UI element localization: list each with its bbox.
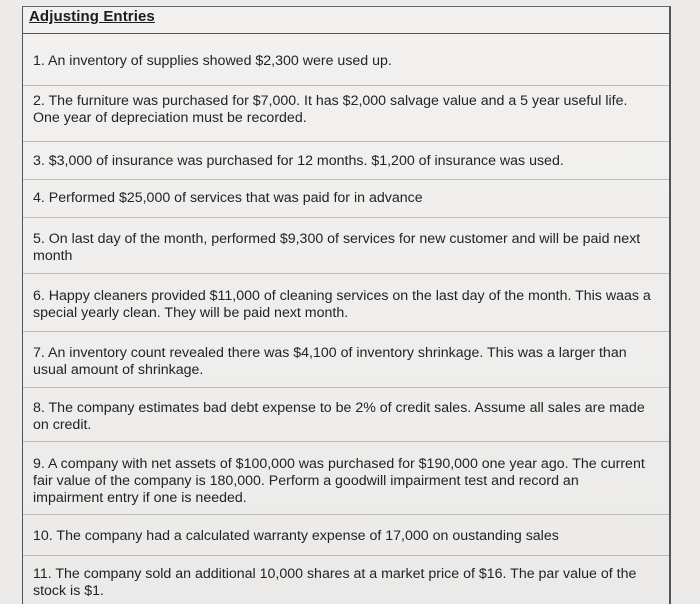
entry-7 (33, 345, 659, 379)
entry-9 (33, 456, 659, 507)
entry-line: 10. The company had a calculated warranty expense of 17,000 on oustanding sales (33, 528, 559, 544)
entry-line: 11. The company sold an additional 10,000 shares at a market price of $16. The par value of the (33, 566, 637, 582)
entry-line: special yearly clean. They will be paid next month. (33, 305, 349, 321)
entry-6 (33, 288, 659, 322)
entry-10 (33, 528, 659, 545)
entry-line: on credit. (33, 417, 92, 433)
entry-divider (23, 85, 669, 86)
entry-divider (23, 441, 669, 442)
entry-line: 7. An inventory count revealed there was $4,100 of inventory shrinkage. This was a larger than (33, 345, 627, 361)
entry-divider (23, 555, 669, 556)
title-divider (23, 33, 669, 34)
entry-4 (33, 190, 659, 207)
entry-line: One year of depreciation must be recorded. (33, 110, 307, 126)
entry-line: 8. The company estimates bad debt expense to be 2% of credit sales. Assume all sales are made (33, 400, 645, 416)
entry-divider (23, 217, 669, 218)
document-title: Adjusting Entries (29, 8, 155, 25)
entry-line: 3. $3,000 of insurance was purchased for 12 months. $1,200 of insurance was used. (33, 153, 564, 169)
entry-divider (23, 514, 669, 515)
entry-line: stock is $1. (33, 583, 104, 599)
entry-line: 4. Performed $25,000 of services that was paid for in advance (33, 190, 423, 206)
entry-3 (33, 153, 659, 170)
entry-5 (33, 231, 659, 265)
entry-line: month (33, 248, 73, 264)
entry-divider (23, 141, 669, 142)
entry-line: usual amount of shrinkage. (33, 362, 204, 378)
entry-divider (23, 387, 669, 388)
entry-line: 1. An inventory of supplies showed $2,300 were used up. (33, 53, 392, 69)
adjusting-entries-sheet (22, 6, 671, 604)
entry-8 (33, 400, 659, 434)
entry-1 (33, 53, 659, 70)
entry-line: 9. A company with net assets of $100,000 was purchased for $190,000 one year ago. The current (33, 456, 645, 472)
entry-line: 2. The furniture was purchased for $7,000. It has $2,000 salvage value and a 5 year useful life. (33, 93, 628, 109)
entry-line: 5. On last day of the month, performed $9,300 of services for new customer and will be paid next (33, 231, 641, 247)
entry-line: fair value of the company is 180,000. Perform a goodwill impairment test and record an (33, 473, 579, 489)
entry-divider (23, 273, 669, 274)
entry-2 (33, 93, 659, 127)
entry-divider (23, 331, 669, 332)
entry-line: impairment entry if one is needed. (33, 490, 247, 506)
entry-11 (33, 566, 659, 600)
entry-divider (23, 179, 669, 180)
entry-line: 6. Happy cleaners provided $11,000 of cleaning services on the last day of the month. This waas a (33, 288, 651, 304)
